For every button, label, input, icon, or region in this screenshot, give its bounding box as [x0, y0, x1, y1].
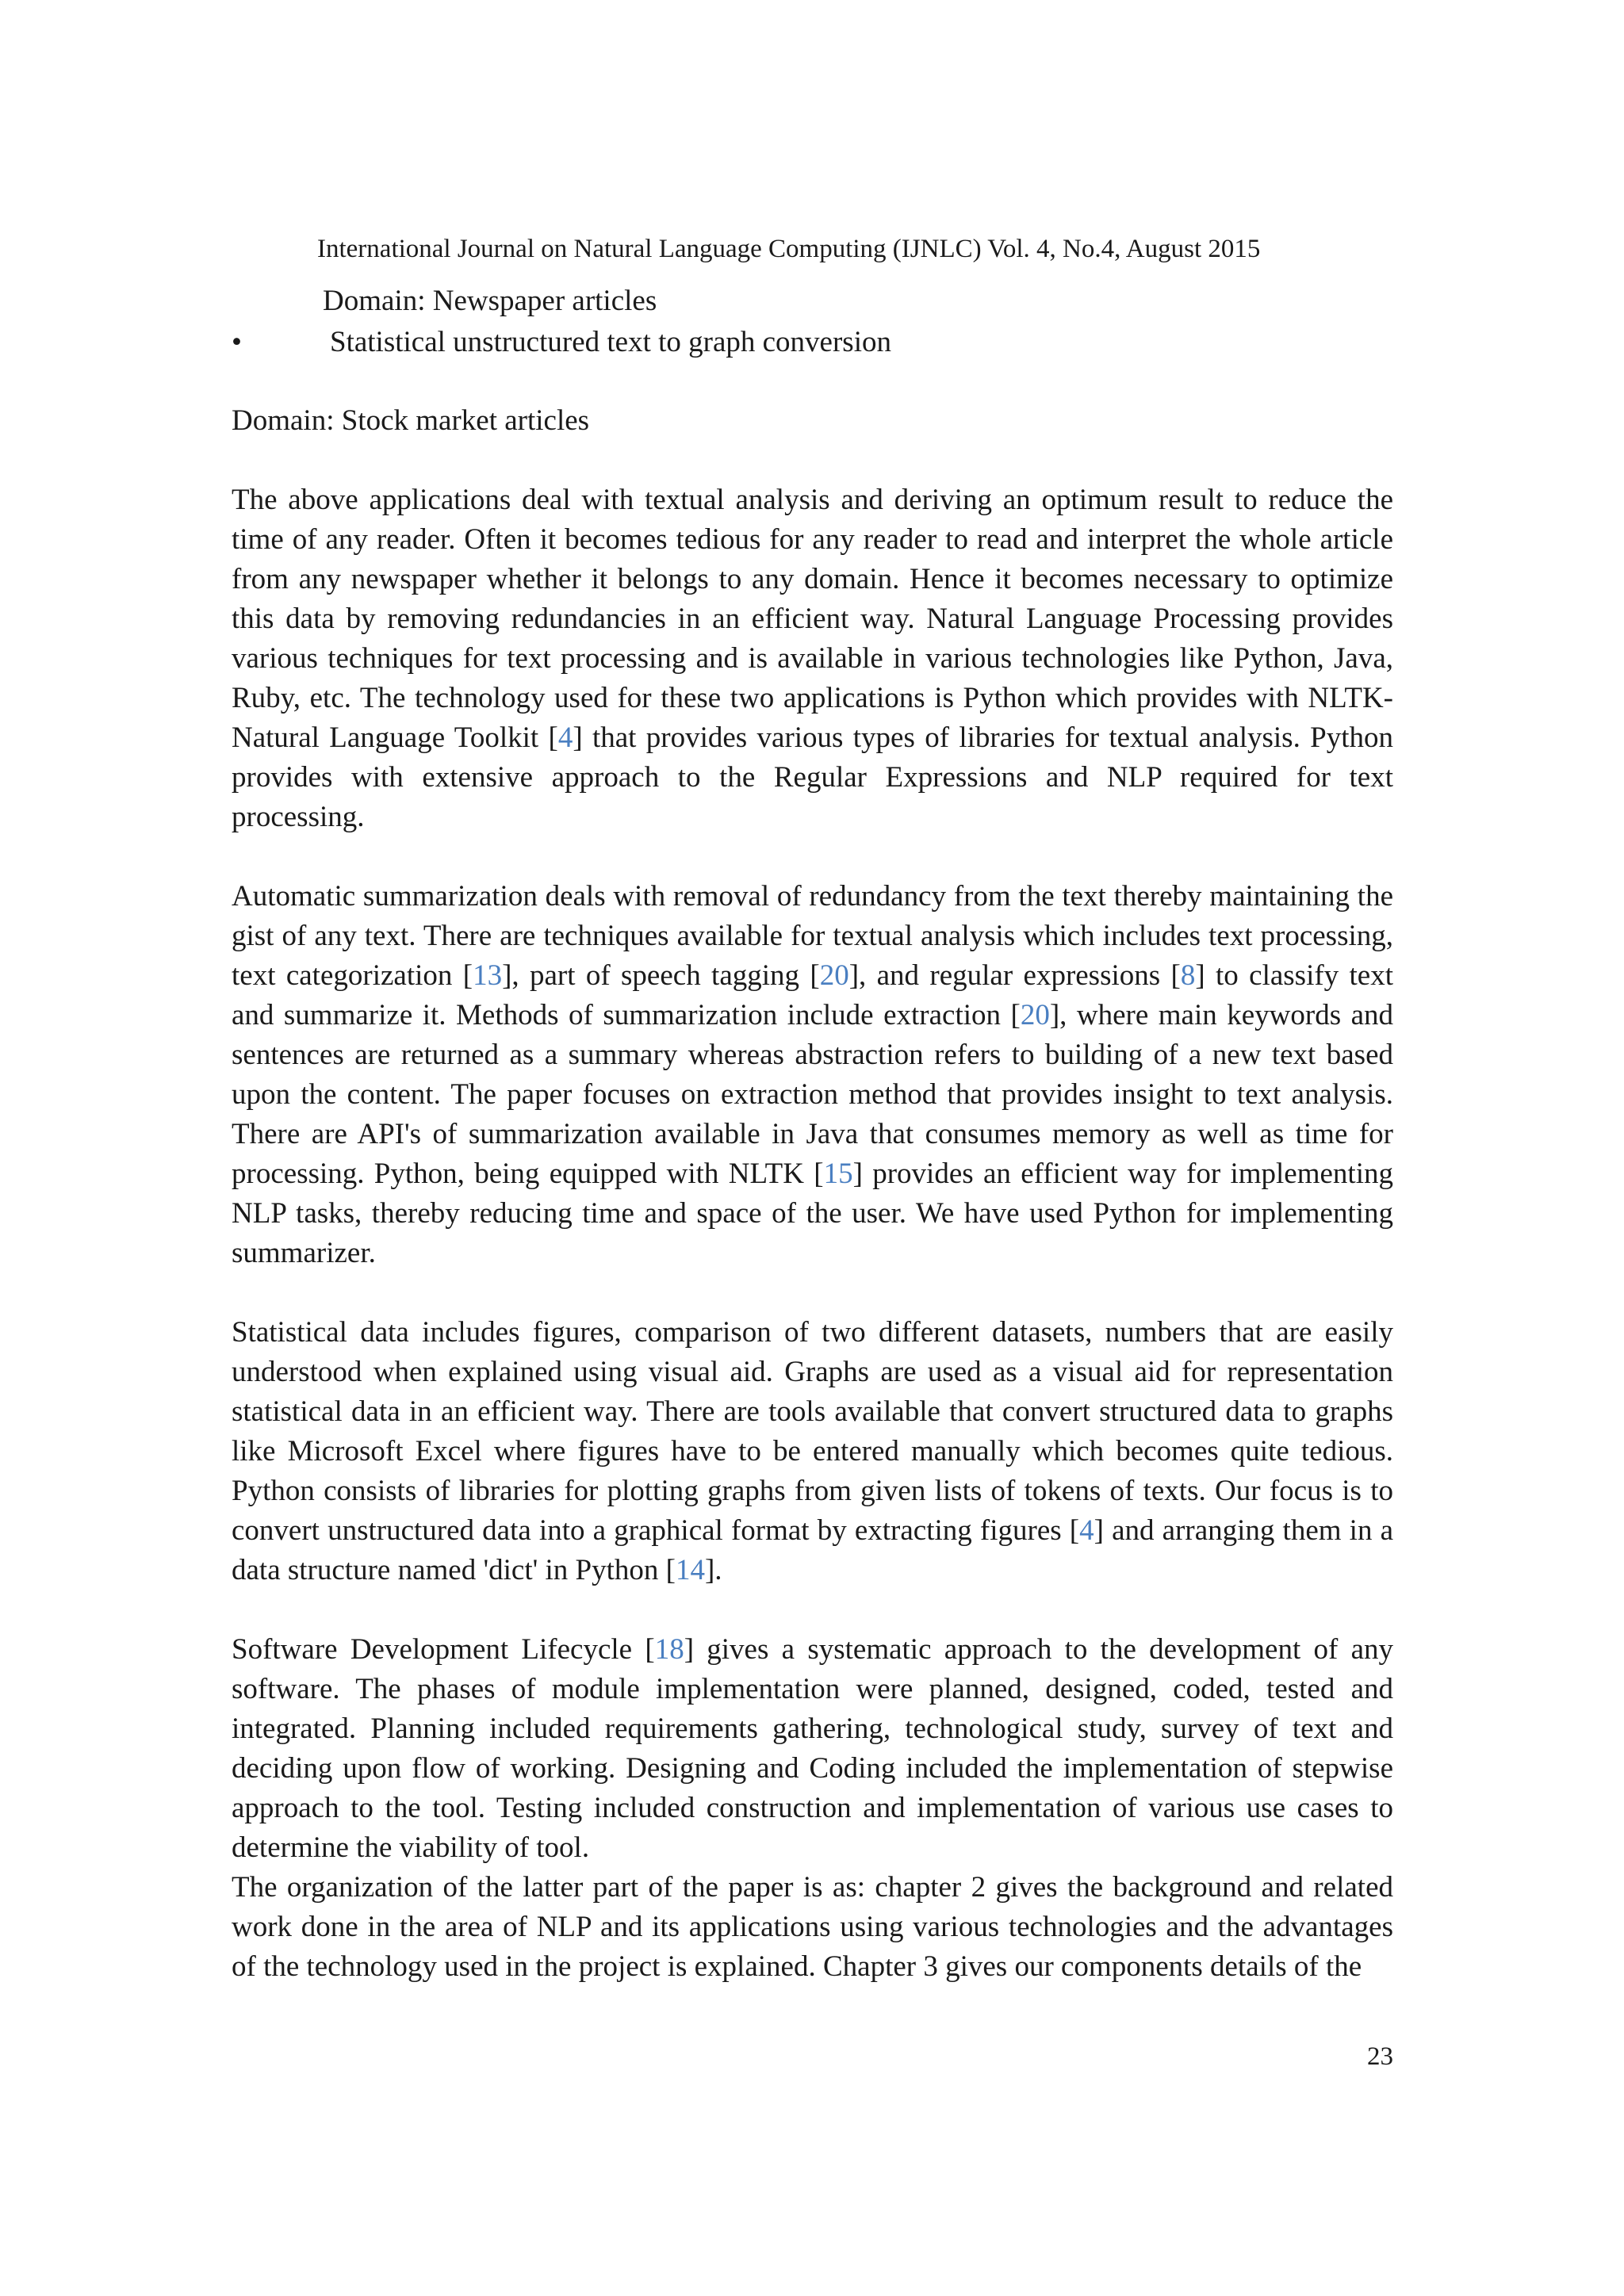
citation-link[interactable]: 4: [1079, 1514, 1094, 1547]
paragraph-summarization: [232, 877, 1393, 1273]
citation-link[interactable]: 18: [654, 1633, 684, 1666]
domain-newspaper-line: Domain: Newspaper articles: [323, 285, 657, 317]
text-run: ].: [704, 1554, 722, 1586]
paragraph-text: [232, 1313, 1393, 1590]
citation-link[interactable]: 14: [675, 1554, 705, 1586]
paragraph-text: [232, 1630, 1393, 1868]
text-run: The above applications deal with textual analysis and deriving an optimum result to reduce the time of any reader. Often it becomes tedious for any reader to read and interpret the whole article from any newspaper whether it belongs to any domain. Hence it becomes necessary to optimize this data by removing redundancies in an efficient way. Natural Language Processing provides various techniques for text processing and is available in various technologies like Python, Java, Ruby, etc. The technology used for these two applications is Python which provides with NLTK- Natural Language Toolkit [: [232, 484, 1393, 754]
text-run: ], where main keywords and sentences are returned as a summary whereas abstraction refers to building of a new text based upon the content. The paper focuses on extraction method that provides insight to text analysis. There are API's of summarization available in Java that consumes memory as well as time for processing. Python, being equipped with NLTK [: [232, 999, 1394, 1190]
paragraph-applications: [232, 480, 1393, 837]
text-run: Statistical data includes figures, comparison of two different datasets, numbers that are easily understood when explained using visual aid. Graphs are used as a visual aid for representation statistical data in an efficient way. There are tools available that convert structured data to graphs like Microsoft Excel where figures have to be entered manually which becomes quite tedious. Python consists of libraries for plotting graphs from given lists of tokens of texts. Our focus is to convert unstructured data into a graphical format by extracting figures [: [232, 1316, 1393, 1547]
paragraph-text: [232, 877, 1393, 1273]
text-run: ] to classify text and summarize it. Methods of summarization include extraction [: [232, 959, 1394, 1031]
domain-stock-line: [232, 401, 1393, 441]
text-run: ] gives a systematic approach to the development of any software. The phases of module implementation were planned, designed, coded, tested and integrated. Planning included requirements gathering, technological study, survey of text and deciding upon flow of working. Designing and Coding included the implementation of stepwise approach to the tool. Testing included construction and implementation of various use cases to determine the viability of tool.: [232, 1633, 1394, 1864]
citation-link[interactable]: 20: [1020, 999, 1050, 1031]
domain-stock-text: Domain: Stock market articles: [232, 404, 590, 437]
page-number: 23: [1367, 2042, 1393, 2071]
citation-link[interactable]: 13: [473, 959, 503, 992]
paragraph-sdlc: [232, 1630, 1393, 1987]
citation-link[interactable]: 20: [819, 959, 849, 992]
text-run: ], part of speech tagging [: [502, 959, 820, 992]
citation-link[interactable]: 4: [557, 721, 573, 754]
text-run: Automatic summarization deals with removal of redundancy from the text thereby maintaining the gist of any text. There are techniques available for textual analysis which includes text processing, text categorization [: [232, 880, 1393, 992]
paragraph-organization: The organization of the latter part of the paper is as: chapter 2 gives the background and related work done in the area of NLP and its applications using various technologies and the advantages of the technology used in the project is explained. Chapter 3 gives our components details of the: [232, 1871, 1393, 1983]
text-run: ] and arranging them in a data structure named 'dict' in Python [: [232, 1514, 1393, 1586]
bullet-item-text: Statistical unstructured text to graph conversion: [330, 326, 891, 358]
bullet-list-item: [232, 323, 891, 362]
text-run: ] provides an efficient way for implementing NLP tasks, thereby reducing time and space of the user. We have used Python for implementing summarizer.: [232, 1158, 1393, 1269]
paragraph-statistical-data: [232, 1313, 1393, 1590]
paragraph-text: [232, 480, 1393, 837]
citation-link[interactable]: 8: [1180, 959, 1196, 992]
bullet-icon: •: [232, 326, 242, 358]
citation-link[interactable]: 15: [823, 1158, 853, 1190]
running-header: International Journal on Natural Language Computing (IJNLC) Vol. 4, No.4, August 2015: [317, 235, 1261, 263]
text-run: ], and regular expressions [: [848, 959, 1181, 992]
text-run: ] that provides various types of libraries for textual analysis. Python provides with extensive approach to the Regular Expressions and NLP required for text processing.: [232, 721, 1394, 833]
text-run: Software Development Lifecycle [: [232, 1633, 655, 1666]
